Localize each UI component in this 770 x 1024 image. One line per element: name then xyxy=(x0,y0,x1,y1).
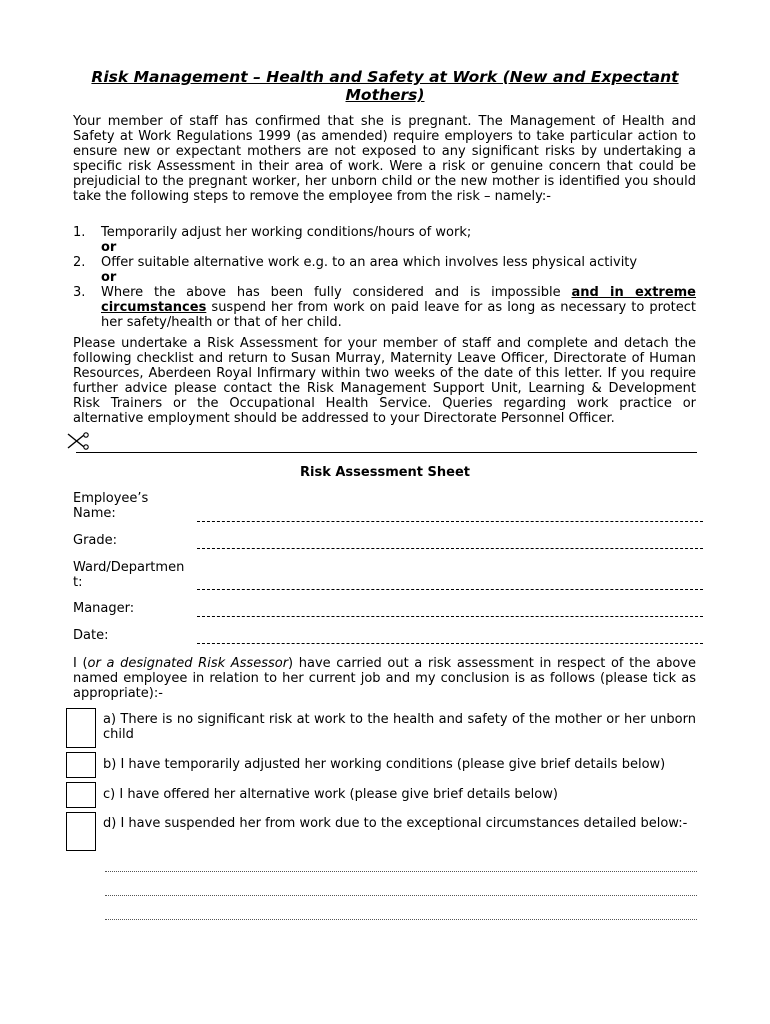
declaration-before: I ( xyxy=(73,656,88,671)
step-number: 1. xyxy=(73,225,86,240)
page-title: Risk Management – Health and Safety at Work (New and Expectant Mothers) xyxy=(91,68,679,104)
manager-field[interactable] xyxy=(197,616,703,617)
option-d-label: d) I have suspended her from work due to the exceptional circumstances detailed below:- xyxy=(103,816,688,831)
option-c-label: c) I have offered her alternative work (please give brief details below) xyxy=(103,787,558,802)
or-label: or xyxy=(101,240,117,255)
step-text xyxy=(101,285,696,330)
field-label-employee-name: Employee’s Name: xyxy=(73,491,149,521)
grade-field[interactable] xyxy=(197,548,703,549)
intro-paragraph: Your member of staff has confirmed that she is pregnant. The Management of Health and Safety at Work Regulations 1999 (as amended) require employers to take particular action to ensure new or expectant mothers are not exposed to any significant risks by undertaking a specific risk Assessment in their area of work. Were a risk or genuine concern that could be prejudicial to the pregnant worker, her unborn child or the new mother is identified you should take the following steps to remove the employee from the risk – namely:- xyxy=(73,114,696,204)
option-b-checkbox[interactable] xyxy=(66,752,96,778)
step-number: 3. xyxy=(73,285,86,300)
option-a-label: a) There is no significant risk at work to the health and safety of the mother or her unborn child xyxy=(103,712,696,742)
step-number: 2. xyxy=(73,255,86,270)
field-label-ward-department: Ward/Department: xyxy=(73,560,185,590)
option-b-label: b) I have temporarily adjusted her working conditions (please give brief details below) xyxy=(103,757,666,772)
details-line-2[interactable] xyxy=(105,895,697,896)
details-line-3[interactable] xyxy=(105,919,697,920)
option-d-checkbox[interactable] xyxy=(66,812,96,851)
field-label-manager: Manager: xyxy=(73,601,135,616)
or-label: or xyxy=(101,270,117,285)
details-line-1[interactable] xyxy=(105,871,697,872)
step-text-after: suspend her from work on paid leave for as long as necessary to protect her safety/health or that of her child. xyxy=(101,300,696,330)
option-a-checkbox[interactable] xyxy=(66,708,96,748)
instructions-paragraph: Please undertake a Risk Assessment for your member of staff and complete and detach the following checklist and return to Susan Murray, Maternity Leave Officer, Directorate of Human Resources, Aberdeen Royal Infirmary within two weeks of the date of this letter. If you require further advice please contact the Risk Management Support Unit, Learning & Development Risk Trainers or the Occupational Health Service. Queries regarding work practice or alternative employment should be addressed to your Directorate Personnel Officer. xyxy=(73,336,696,426)
option-c-checkbox[interactable] xyxy=(66,782,96,808)
declaration-after: ) have carried out a risk assessment in respect of the above named employee in relation to her current job and my conclusion is as follows (please tick as appropriate):- xyxy=(73,656,696,701)
step-text: Offer suitable alternative work e.g. to an area which involves less physical activity xyxy=(101,255,638,270)
field-label-date: Date: xyxy=(73,628,109,643)
scissors-icon xyxy=(66,432,90,450)
declaration-paragraph xyxy=(73,656,696,701)
step-emphasis: and in extreme circumstances xyxy=(101,285,697,315)
employee-name-field[interactable] xyxy=(197,521,703,522)
date-field[interactable] xyxy=(197,643,703,644)
step-text: Temporarily adjust her working conditions/hours of work; xyxy=(101,225,472,240)
ward-department-field[interactable] xyxy=(197,589,703,590)
field-label-grade: Grade: xyxy=(73,533,118,548)
declaration-italic: or a designated Risk Assessor xyxy=(87,656,289,671)
step-text-before: Where the above has been fully considered and is impossible xyxy=(101,285,572,300)
detach-cut-line xyxy=(76,452,697,453)
sheet-title: Risk Assessment Sheet xyxy=(299,465,471,480)
